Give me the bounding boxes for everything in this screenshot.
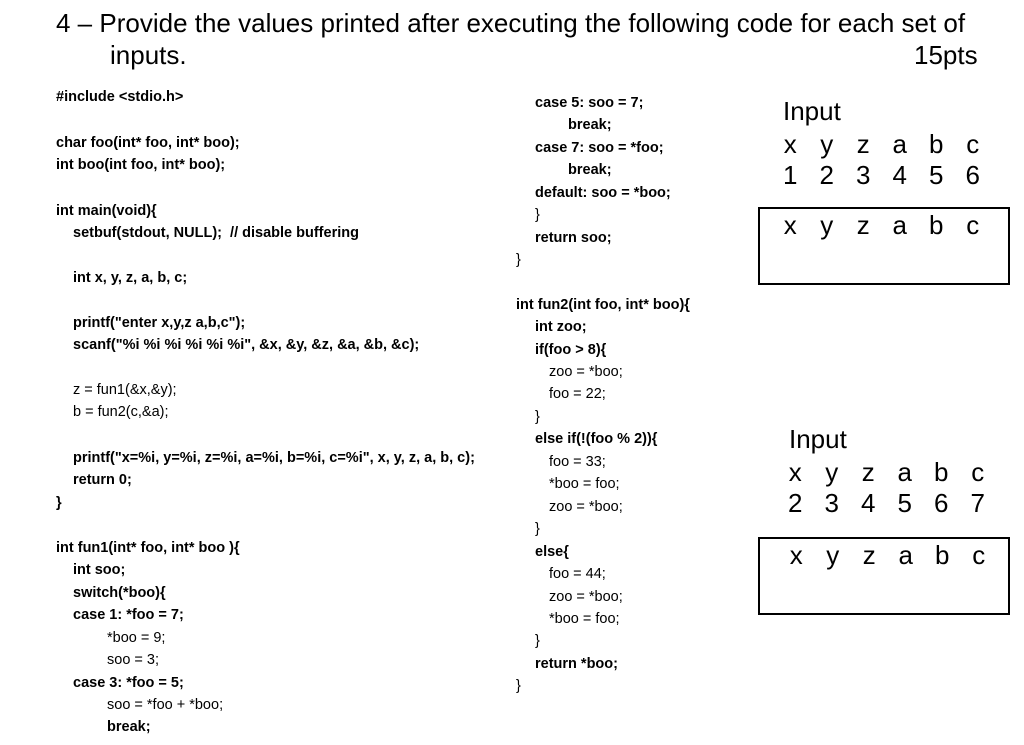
code-line: int main(void){ <box>56 203 157 219</box>
var-x: x <box>788 457 802 487</box>
code-line: } <box>516 678 521 694</box>
points-label: 15pts <box>914 40 978 70</box>
input-label: Input <box>789 424 847 454</box>
answer-var-y: y <box>826 540 840 570</box>
code-line: int x, y, z, a, b, c; <box>73 270 188 286</box>
answer-var-c: c <box>972 540 986 570</box>
answer-var-z: z <box>856 210 870 240</box>
code-line: case 7: soo = *foo; <box>535 140 664 156</box>
var-a: a <box>892 129 907 159</box>
var-z: z <box>861 457 875 487</box>
code-line: default: soo = *boo; <box>535 185 671 201</box>
code-line: b = fun2(c,&a); <box>73 404 169 420</box>
code-line: else if(!(foo % 2)){ <box>535 431 658 447</box>
value-a: 4 <box>892 160 907 190</box>
answer-var-x: x <box>783 210 797 240</box>
code-line: char foo(int* foo, int* boo); <box>56 135 240 151</box>
code-line: case 3: *foo = 5; <box>73 675 184 691</box>
value-a: 5 <box>897 488 912 518</box>
var-c: c <box>966 129 980 159</box>
code-line: break; <box>107 719 151 735</box>
value-c: 6 <box>965 160 980 190</box>
input-value-row <box>777 488 996 518</box>
code-line: printf("enter x,y,z a,b,c"); <box>73 315 246 331</box>
code-line: if(foo > 8){ <box>535 342 607 358</box>
code-line: case 5: soo = 7; <box>535 95 644 111</box>
code-line: foo = 44; <box>549 566 606 582</box>
input-value-row <box>772 160 991 190</box>
code-line: } <box>535 409 540 425</box>
code-line: return *boo; <box>535 656 618 672</box>
answer-var-b: b <box>929 210 944 240</box>
value-c: 7 <box>970 488 985 518</box>
answer-var-z: z <box>862 540 876 570</box>
input-variable-row <box>772 129 991 159</box>
value-z: 4 <box>861 488 876 518</box>
answer-var-x: x <box>789 540 803 570</box>
code-line: break; <box>568 162 612 178</box>
value-y: 2 <box>819 160 834 190</box>
value-x: 2 <box>788 488 803 518</box>
code-line: foo = 22; <box>549 386 606 402</box>
value-x: 1 <box>783 160 798 190</box>
code-line: printf("x=%i, y=%i, z=%i, a=%i, b=%i, c=%i", x, y, z, a, b, c); <box>73 450 475 466</box>
var-b: b <box>934 457 949 487</box>
question-line-2: inputs. <box>110 40 187 70</box>
answer-box[interactable] <box>758 537 1010 615</box>
code-line: zoo = *boo; <box>549 364 623 380</box>
value-z: 3 <box>856 160 871 190</box>
code-line: int zoo; <box>535 319 587 335</box>
code-line: foo = 33; <box>549 454 606 470</box>
code-line: int soo; <box>73 562 126 578</box>
code-line: soo = 3; <box>107 652 159 668</box>
code-line: int boo(int foo, int* boo); <box>56 157 226 173</box>
var-x: x <box>783 129 797 159</box>
input-label: Input <box>783 96 841 126</box>
answer-var-a: a <box>898 540 913 570</box>
code-line: int fun2(int foo, int* boo){ <box>516 297 690 313</box>
code-line: break; <box>568 117 612 133</box>
code-line: zoo = *boo; <box>549 499 623 515</box>
code-line: case 1: *foo = 7; <box>73 607 184 623</box>
code-line: #include <stdio.h> <box>56 89 184 105</box>
value-b: 6 <box>934 488 949 518</box>
value-b: 5 <box>929 160 944 190</box>
code-line: } <box>516 252 521 268</box>
code-line: zoo = *boo; <box>549 589 623 605</box>
code-line: z = fun1(&x,&y); <box>73 382 177 398</box>
code-line: scanf("%i %i %i %i %i %i", &x, &y, &z, &a, &b, &c); <box>73 337 420 353</box>
var-z: z <box>856 129 870 159</box>
code-line: } <box>535 521 540 537</box>
code-line: } <box>535 207 540 223</box>
code-line: setbuf(stdout, NULL); // disable buffering <box>73 225 359 241</box>
code-line: *boo = 9; <box>107 630 166 646</box>
code-line: *boo = foo; <box>549 611 620 627</box>
code-line: switch(*boo){ <box>73 585 166 601</box>
answer-variable-row <box>778 540 997 570</box>
var-y: y <box>820 129 834 159</box>
answer-var-y: y <box>820 210 834 240</box>
code-line: int fun1(int* foo, int* boo ){ <box>56 540 240 556</box>
code-line: return soo; <box>535 230 612 246</box>
answer-box[interactable] <box>758 207 1010 285</box>
value-y: 3 <box>824 488 839 518</box>
answer-var-b: b <box>935 540 950 570</box>
code-line: return 0; <box>73 472 132 488</box>
answer-var-c: c <box>966 210 980 240</box>
input-variable-row <box>777 457 996 487</box>
code-line: *boo = foo; <box>549 476 620 492</box>
code-line: } <box>535 633 540 649</box>
var-a: a <box>897 457 912 487</box>
answer-variable-row <box>772 210 991 240</box>
var-c: c <box>971 457 985 487</box>
var-y: y <box>825 457 839 487</box>
code-line: else{ <box>535 544 569 560</box>
answer-var-a: a <box>892 210 907 240</box>
question-line-1: 4 – Provide the values printed after executing the following code for each set of <box>56 8 966 38</box>
code-line: } <box>56 495 62 511</box>
code-line: soo = *foo + *boo; <box>107 697 224 713</box>
var-b: b <box>929 129 944 159</box>
